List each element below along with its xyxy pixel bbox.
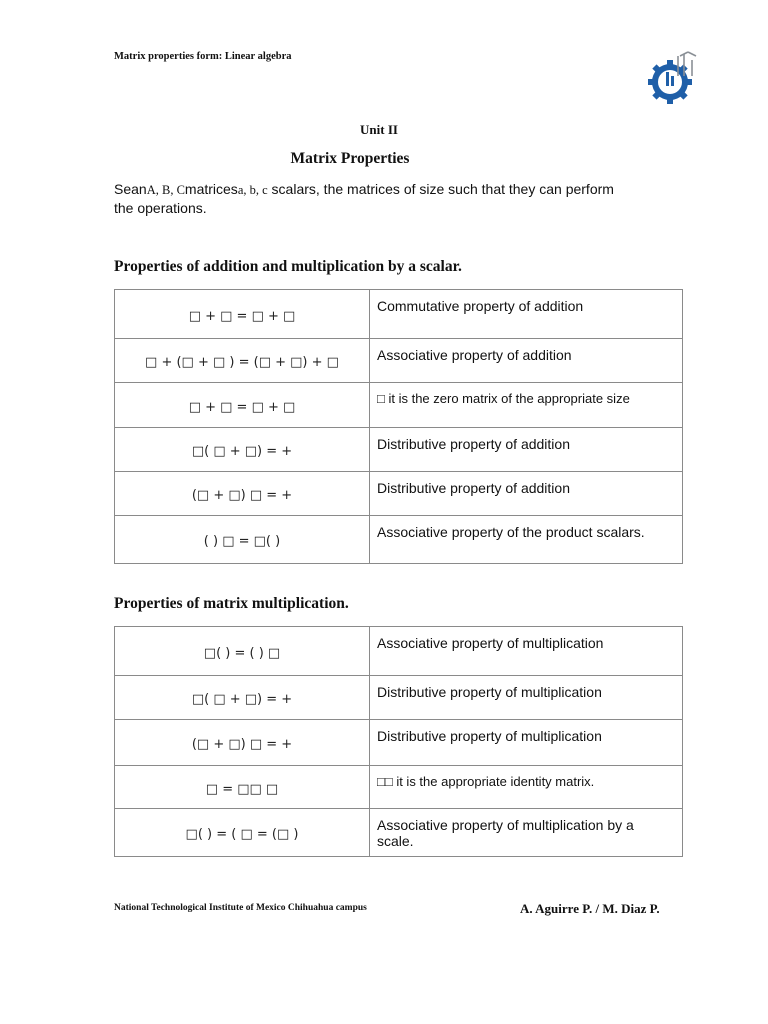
table-row	[115, 339, 683, 383]
formula-cell: □ + □ = □ + □	[115, 383, 370, 428]
table-row	[115, 627, 683, 676]
table-row	[115, 472, 683, 516]
section-heading-addition: Properties of addition and multiplication by a scalar.	[114, 258, 462, 275]
formula-cell: □( ) = ( ) □	[115, 627, 370, 676]
intro-word-matrices: matrices	[184, 181, 238, 197]
description-cell: Associative property of multiplication by a scale.	[370, 809, 683, 857]
formula-cell: ( ) □ = □( )	[115, 516, 370, 564]
gear-logo-icon	[640, 46, 706, 112]
formula-cell: □( ) = ( □ = (□ )	[115, 809, 370, 857]
description-cell: Distributive property of multiplication	[370, 720, 683, 766]
formula-cell: □ + (□ + □ ) = (□ + □) + □	[115, 339, 370, 383]
table-row	[115, 290, 683, 339]
unit-label: Unit II	[360, 122, 398, 137]
table-row	[115, 766, 683, 809]
description-cell: Distributive property of multiplication	[370, 676, 683, 720]
table-row	[115, 676, 683, 720]
description-cell: Associative property of multiplication	[370, 627, 683, 676]
formula-cell: (□ + □) □ = +	[115, 720, 370, 766]
formula-cell: □( □ + □) = +	[115, 676, 370, 720]
intro-matrices-symbols: A, B, C	[146, 183, 185, 197]
addition-properties-table	[114, 289, 683, 564]
multiplication-properties-table	[114, 626, 683, 857]
intro-prefix: Sean	[114, 181, 147, 197]
intro-paragraph	[114, 180, 614, 217]
description-cell: Distributive property of addition	[370, 428, 683, 472]
section-heading-multiplication: Properties of matrix multiplication.	[114, 595, 349, 612]
description-cell: Commutative property of addition	[370, 290, 683, 339]
header-title: Matrix properties form: Linear algebra	[114, 51, 292, 62]
intro-scalar-symbols: a, b, c	[237, 183, 268, 197]
footer-authors: A. Aguirre P. / M. Diaz P.	[520, 901, 660, 916]
table-row	[115, 809, 683, 857]
table-row	[115, 516, 683, 564]
description-cell: Associative property of addition	[370, 339, 683, 383]
table-row	[115, 428, 683, 472]
description-cell: Associative property of the product scalars.	[370, 516, 683, 564]
formula-cell: □( □ + □) = +	[115, 428, 370, 472]
table-row	[115, 720, 683, 766]
description-cell: Distributive property of addition	[370, 472, 683, 516]
intro-text: scalars, the matrices of size such that they can perform the operations.	[114, 181, 614, 216]
formula-cell: (□ + □) □ = +	[115, 472, 370, 516]
description-cell: □□ it is the appropriate identity matrix.	[370, 766, 683, 809]
formula-cell: □ = □□ □	[115, 766, 370, 809]
page-title: Matrix Properties	[290, 150, 410, 167]
footer-institution: National Technological Institute of Mexico Chihuahua campus	[114, 903, 367, 913]
description-cell: □ it is the zero matrix of the appropriate size	[370, 383, 683, 428]
formula-cell: □ + □ = □ + □	[115, 290, 370, 339]
table-row	[115, 383, 683, 428]
